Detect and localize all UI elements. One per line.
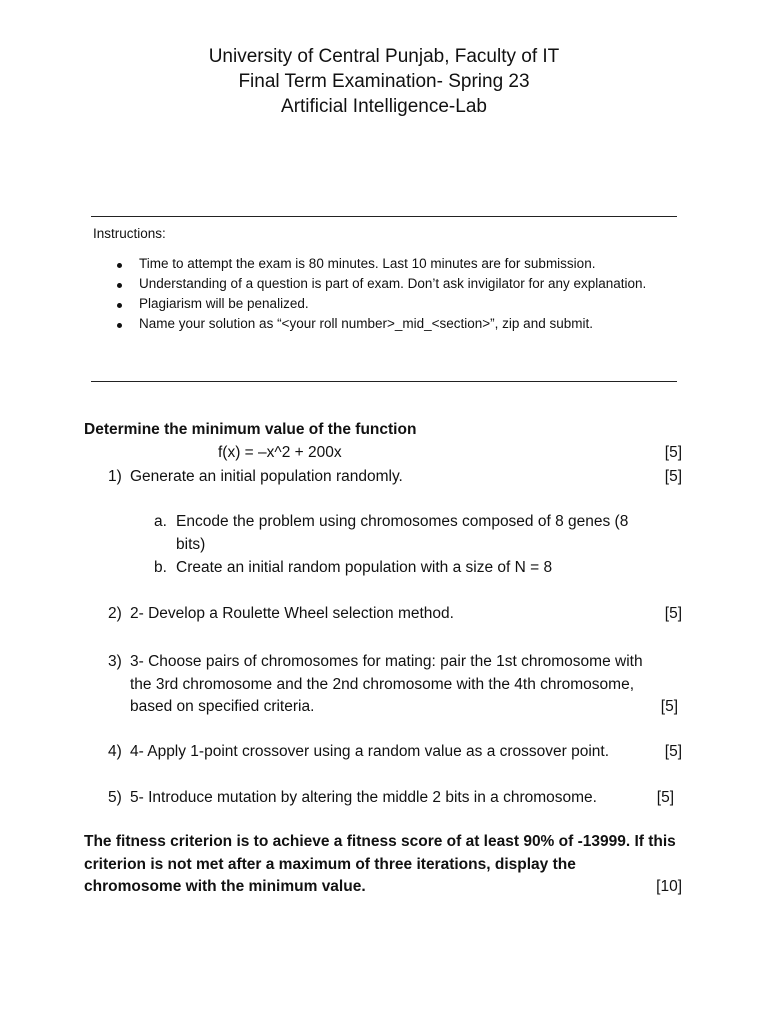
q1-text: Generate an initial population randomly. <box>130 468 403 485</box>
fitness-marks: [10] <box>656 878 682 895</box>
q1a-label: a. <box>154 513 167 530</box>
q1-marks: [5] <box>664 468 682 485</box>
q4-marks: [5] <box>664 743 682 760</box>
bottom-divider <box>91 381 677 382</box>
exam-title: Final Term Examination- Spring 23 <box>238 71 530 92</box>
q5-marks: [5] <box>656 789 674 806</box>
problem-heading: Determine the minimum value of the function <box>84 421 417 438</box>
q3-text-line2: the 3rd chromosome and the 2nd chromosome with the 4th chromosome, <box>130 676 635 693</box>
q4-text: 4- Apply 1-point crossover using a random value as a crossover point. <box>130 743 610 760</box>
instruction-text: Plagiarism will be penalized. <box>139 296 309 311</box>
bullet-icon <box>117 303 122 308</box>
fitness-line2: criterion is not met after a maximum of three iterations, display the <box>84 856 576 873</box>
q4-number: 4) <box>108 743 122 760</box>
instructions-heading: Instructions: <box>93 226 166 241</box>
q5-number: 5) <box>108 789 122 806</box>
function-marks: [5] <box>664 444 682 461</box>
q1b-label: b. <box>154 559 167 576</box>
top-divider <box>91 216 677 217</box>
bullet-icon <box>117 263 122 268</box>
q5-text: 5- Introduce mutation by altering the middle 2 bits in a chromosome. <box>130 789 597 806</box>
instruction-text: Time to attempt the exam is 80 minutes. Last 10 minutes are for submission. <box>139 256 596 271</box>
q2-text: 2- Develop a Roulette Wheel selection method. <box>130 605 454 622</box>
university-title: University of Central Punjab, Faculty of IT <box>208 46 560 67</box>
q2-number: 2) <box>108 605 122 622</box>
q1b-text: Create an initial random population with a size of N = 8 <box>176 559 553 576</box>
function-expression: f(x) = –x^2 + 200x <box>218 444 342 461</box>
q1a-text-line1: Encode the problem using chromosomes composed of 8 genes (8 <box>176 513 629 530</box>
fitness-line3: chromosome with the minimum value. <box>84 878 366 895</box>
fitness-line1: The fitness criterion is to achieve a fitness score of at least 90% of -13999. If this <box>84 833 676 850</box>
instruction-text: Name your solution as “<your roll number>_mid_<section>”, zip and submit. <box>139 316 593 331</box>
q3-text-line3: based on specified criteria. <box>130 698 315 715</box>
course-title: Artificial Intelligence-Lab <box>281 96 487 117</box>
q1a-text-line2: bits) <box>176 536 206 553</box>
bullet-icon <box>117 323 122 328</box>
q2-marks: [5] <box>664 605 682 622</box>
bullet-icon <box>117 283 122 288</box>
instruction-text: Understanding of a question is part of exam. Don’t ask invigilator for any explanation. <box>139 276 647 291</box>
q3-text-line1: 3- Choose pairs of chromosomes for mating: pair the 1st chromosome with <box>130 653 643 670</box>
q3-marks: [5] <box>660 698 678 715</box>
q3-number: 3) <box>108 653 122 670</box>
q1-number: 1) <box>108 468 122 485</box>
